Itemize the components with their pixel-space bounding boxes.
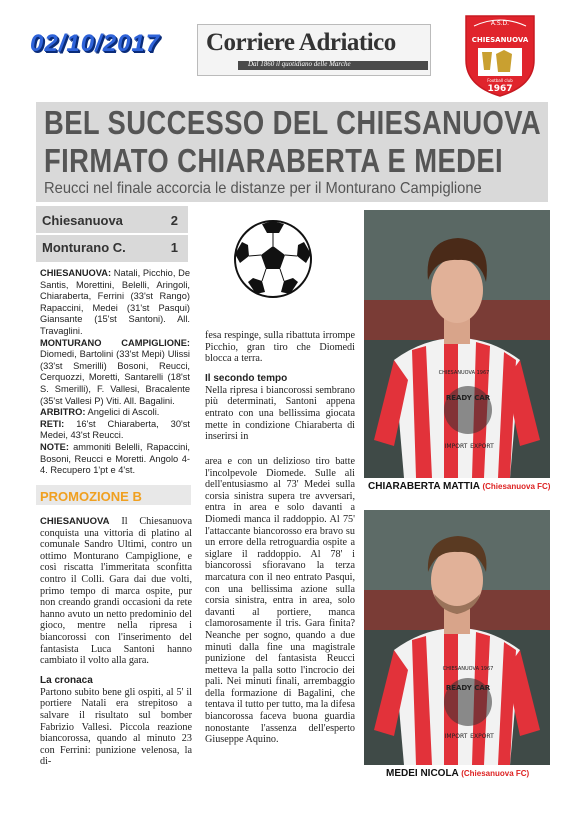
section-title-secondo-tempo: Il secondo tempo [205, 372, 288, 384]
score-divider [36, 233, 188, 235]
away-goals: 1 [170, 240, 178, 255]
jersey-text-1: CHIESANUOVA 1967 [438, 370, 490, 376]
away-lineup [40, 338, 190, 408]
home-lineup [40, 268, 190, 338]
home-lineup-label: CHIESANUOVA: [40, 268, 112, 278]
column-2-continuation: fesa respinge, sulla ribattuta irrompe Picchio, gran tiro che Diomedi blocca a terra. [205, 330, 355, 365]
referee-label: ARBITRO: [40, 407, 86, 418]
caption-name-2: MEDEI NICOLA [386, 768, 459, 779]
intro-lead: CHIESANUOVA [40, 516, 110, 527]
headline-subtitle: Reucci nel finale accorcia le distanze per il Monturano Campiglione [44, 180, 482, 197]
notes [40, 442, 190, 477]
photo-caption-2 [386, 768, 529, 779]
away-team: Monturano C. [42, 240, 126, 255]
goals-text: 16'st Chiaraberta, 30'st Medei, 43'st Reucci. [40, 418, 190, 441]
section-text-secondo-tempo: Nella ripresa i biancorossi sembrano più determinati, Santoni appena entrato con una bellissima giocata mette in condizione Chiaraberta di inserirsi in [205, 384, 355, 443]
category-label: PROMOZIONE B [40, 489, 142, 504]
referee [40, 407, 190, 419]
headline-line-1: BEL SUCCESSO DEL CHIESANUOVA [44, 104, 542, 141]
home-goals: 2 [170, 213, 178, 228]
issue-date: 02/10/2017 [30, 30, 161, 57]
logo-arc-text: A.S.D. [490, 20, 510, 27]
referee-text: Angelici di Ascoli. [85, 407, 160, 418]
newspaper-name: Corriere Adriatico [206, 29, 396, 56]
goals [40, 419, 190, 442]
section-text-cronaca: Partono subito bene gli ospiti, al 5' il portiere Natali era strepitoso a salvare il risultato sul bomber Fabrizio Vallesi. Piccola reazione biancorossa, quando al minuto 23 con Ferrini: punizione velenosa, la di- [40, 686, 192, 768]
section-title-cronaca: La cronaca [40, 674, 93, 686]
newspaper-tagline: Dal 1860 il quotidiano delle Marche [248, 60, 351, 68]
player-photo-medei [364, 510, 550, 765]
sponsor-export-2: EXPORT [470, 733, 494, 740]
score-row-home [42, 213, 182, 228]
logo-year: 1967 [487, 84, 513, 94]
caption-team-2: (Chiesanuova FC) [461, 769, 530, 778]
away-lineup-text: Diomedi, Bartolini (33'st Mepi) Ulissi (33'st Smerilli) Bosoni, Reucci, Cerquozzi, Moretti, Santarelli (18'st S. Smerilli), F. Vallesi, Bracalente (35'st Vallesi P) Viti. All. Bagalini. [40, 349, 190, 406]
logo-small-text: Football club [487, 78, 513, 83]
home-team: Chiesanuova [42, 213, 123, 228]
club-logo [462, 12, 538, 98]
sponsor-import-2: IMPORT [444, 733, 468, 740]
column-3-text: area e con un delizioso tiro batte l'incolpevole Diomede. Sulle ali dell'entusiasmo al 73' Medei sulla corsia sinistra supera tre avversari, entra in area e solo davanti a Diomedi manca il raddoppio. Al 75' l'attaccante biancorosso era bravo su un errore della retroguardia ospite a siglare il raddoppio. Al 78' i biancorossi sfioravano la terza marcatura con il neo entrato Pasqui, con una bellissima azione sulla corsia sinistra, entra in area, solo davanti al portiere, manca clamorosamente il tris. Gara finita? Neanche per sogno, quando a due minuti dalla fine una magistrale punizione del fantasista Reucci metteva la palla sotto l'incrocio dei pali. Nei minuti finali, arrembaggio della formazione di Bagalini, che tentava il tutto per tutto, ma la difesa biancorossa faceva buona guardia nonostante l'assenza dell'esperto Giuseppe Aquino. [205, 456, 355, 746]
player-photo-chiaraberta [364, 210, 550, 478]
jersey-text-2: CHIESANUOVA 1967 [442, 666, 494, 672]
sponsor-name-2: READY CAR [445, 684, 491, 692]
headline-line-2: FIRMATO CHIARABERTA E MEDEI [44, 142, 504, 179]
score-row-away [42, 240, 182, 255]
lineups-box [40, 268, 190, 477]
headline-block [36, 102, 548, 202]
score-box [36, 206, 188, 262]
sponsor-import-1: IMPORT [444, 443, 468, 450]
intro-text: Il Chiesanuova conquista una vittoria di platino al comunale Sandro Ultimi, contro un ottimo Monturano Campiglione, e così riscatta l'immeritata sconfitta contro il Colli. Gara dai due volti, primo tempo di marca ospite, pur non creando grandi occasioni da rete hanno avuto un netto predominio del gioco, mentre nella ripresa i biancorossi con l'inserimento del fantasista Luca Santoni hanno cambiato il volto alla gara. [40, 516, 192, 667]
article-column-1 [40, 516, 192, 768]
goals-label: RETI: [40, 418, 65, 429]
newspaper-masthead [197, 24, 431, 76]
notes-label: NOTE: [40, 441, 69, 452]
article-column-2 [205, 330, 355, 443]
soccer-ball-icon [232, 218, 314, 300]
notes-text: ammoniti Belelli, Rapaccini, Bosoni, Reucci e Moretti. Angolo 4-4. Recupero 1'pt e 4'st. [40, 441, 190, 476]
sponsor-name-1: READY CAR [445, 394, 491, 402]
article-intro [40, 516, 192, 667]
article-column-3 [205, 456, 355, 746]
logo-club-name: CHIESANUOVA [471, 36, 529, 44]
caption-team-1: (Chiesanuova FC) [482, 482, 551, 491]
caption-name-1: CHIARABERTA MATTIA [368, 481, 480, 492]
away-lineup-label: MONTURANO CAMPIGLIONE: [40, 337, 190, 348]
photo-caption-1 [368, 481, 550, 492]
home-lineup-text: Natali, Picchio, De Santis, Morettini, Belelli, Aringoli, Chiaraberta, Ferrini (33'st Rango) Rapaccini, Medei (31'st Pasqui) Giansante (15'st Santoni). All. Travaglini. [40, 268, 190, 336]
sponsor-export-1: EXPORT [470, 443, 494, 450]
